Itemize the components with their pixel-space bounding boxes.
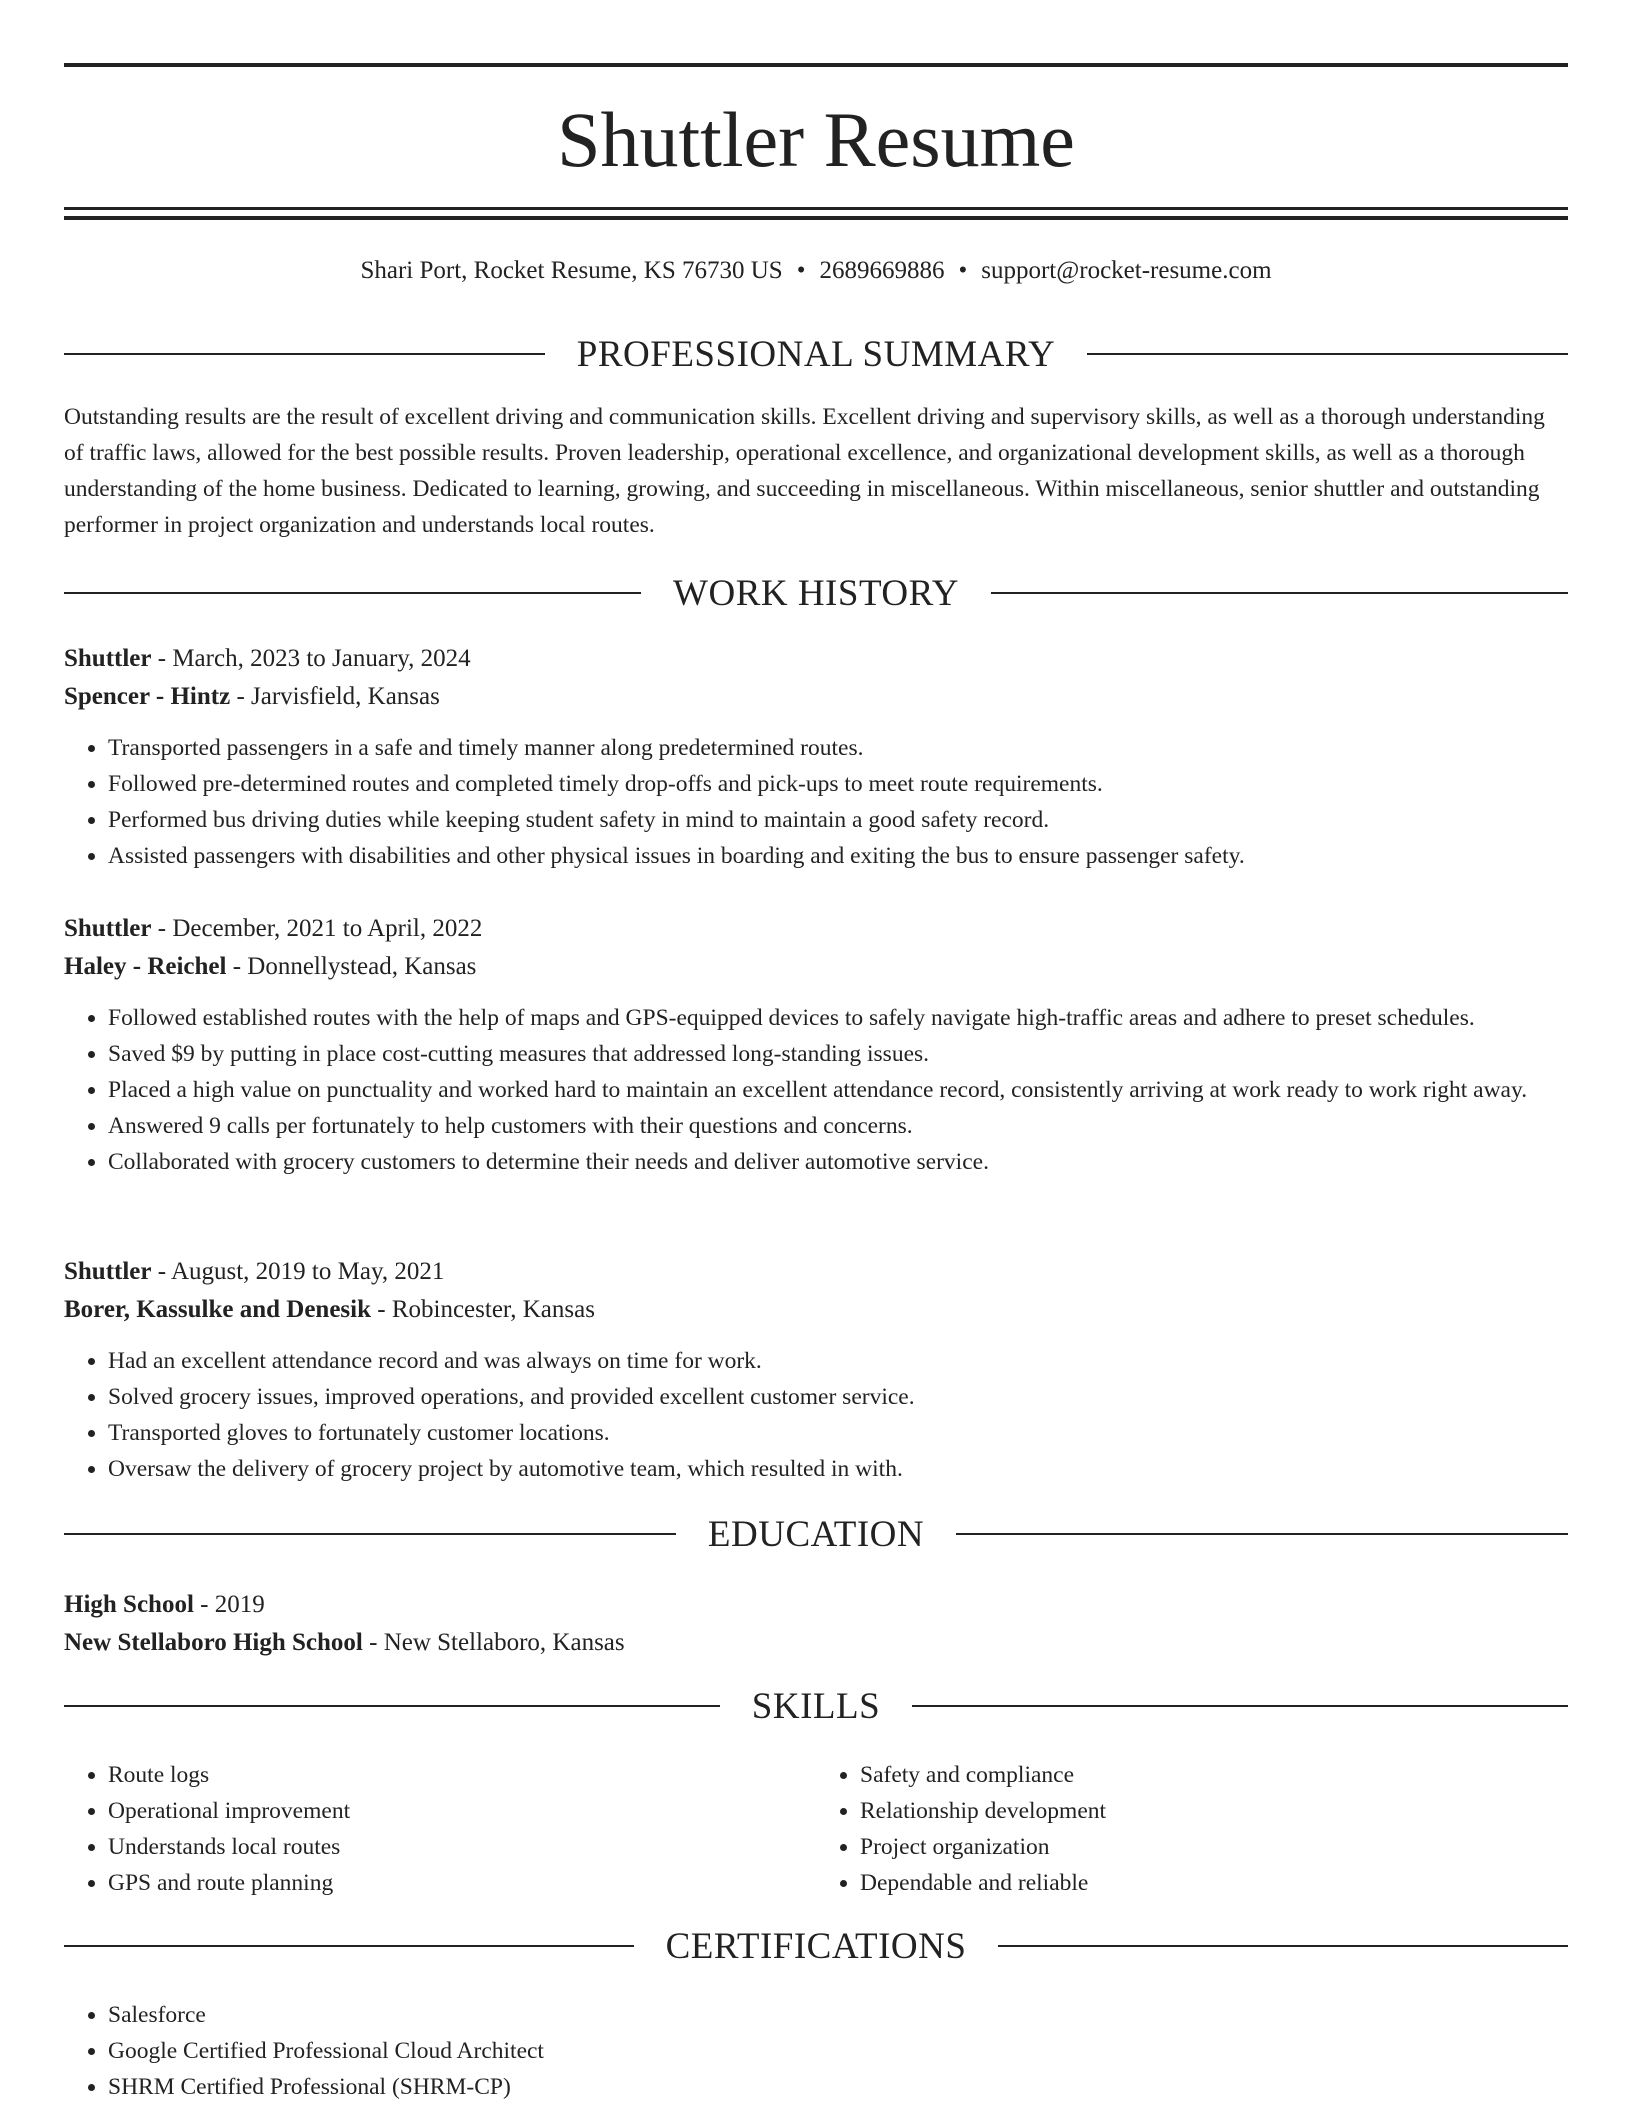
section-rule (991, 592, 1568, 594)
job-title-line (64, 640, 1568, 678)
education-degree-line (64, 1586, 1568, 1624)
contact-email: support@rocket-resume.com (981, 257, 1272, 284)
certifications-block (64, 1997, 1568, 2105)
list-item: • Answered 9 calls per fortunately to help customers with their questions and concerns. (108, 1108, 1568, 1144)
list-item: • Assisted passengers with disabilities and other physical issues in boarding and exiting the bus to ensure passenger safety. (108, 838, 1568, 874)
job-dates: - March, 2023 to January, 2024 (151, 645, 471, 672)
section-header-skills (64, 1684, 1568, 1728)
job-bullets (64, 1000, 1568, 1180)
job-title: Shuttler (64, 1258, 152, 1285)
job-company-line (64, 948, 1568, 986)
education-entry (64, 1586, 1568, 1662)
education-location: - New Stellaboro, Kansas (362, 1629, 625, 1656)
contact-separator: • (796, 257, 806, 284)
resume-title: Shuttler Resume (557, 96, 1075, 183)
education-degree: High School (64, 1591, 194, 1618)
section-rule (64, 1945, 634, 1947)
section-title-work: WORK HISTORY (673, 572, 959, 614)
list-item: • Relationship development (860, 1793, 1568, 1829)
list-item: • Performed bus driving duties while keeping student safety in mind to maintain a good safety record. (108, 802, 1568, 838)
list-item: • Collaborated with grocery customers to determine their needs and deliver automotive service. (108, 1144, 1568, 1180)
section-rule (64, 1705, 720, 1707)
top-rule (64, 63, 1568, 67)
job-company-line (64, 678, 1568, 716)
job-company-line (64, 1291, 1568, 1329)
contact-phone: 2689669886 (819, 257, 945, 284)
list-item: • Operational improvement (108, 1793, 816, 1829)
job-title: Shuttler (64, 645, 152, 672)
section-rule (912, 1705, 1568, 1707)
list-item: • Followed pre-determined routes and completed timely drop-offs and pick-ups to meet route requirements. (108, 766, 1568, 802)
job-title: Shuttler (64, 915, 152, 942)
job-entry (64, 640, 1568, 874)
list-item: • Followed established routes with the help of maps and GPS-equipped devices to safely navigate high-traffic areas and adhere to preset schedules. (108, 1000, 1568, 1036)
list-item: • Had an excellent attendance record and was always on time for work. (108, 1343, 1568, 1379)
list-item: • Placed a high value on punctuality and worked hard to maintain an excellent attendance record, consistently arriving at work ready to work right away. (108, 1072, 1568, 1108)
list-item: • Saved $9 by putting in place cost-cutting measures that addressed long-standing issues. (108, 1036, 1568, 1072)
list-item: • Transported passengers in a safe and timely manner along predetermined routes. (108, 730, 1568, 766)
list-item: • Route logs (108, 1757, 816, 1793)
job-location: - Jarvisfield, Kansas (230, 683, 440, 710)
list-item: • Salesforce (108, 1997, 1568, 2033)
job-dates: - August, 2019 to May, 2021 (151, 1258, 445, 1285)
list-item: • Google Certified Professional Cloud Architect (108, 2033, 1568, 2069)
contact-line (64, 254, 1568, 288)
section-rule (64, 1533, 676, 1535)
summary-text: Outstanding results are the result of excellent driving and communication skills. Excellent driving and supervisory skills, as well as a thorough understanding of traffic laws, allowed for the best possible results. Proven leadership, operational excellence, and organizational development skills, as well as a thorough understanding of the home business. Dedicated to learning, growing, and succeeding in miscellaneous. Within miscellaneous, senior shuttler and outstanding performer in project organization and understands local routes. (64, 404, 1545, 538)
list-item: • SHRM Certified Professional (SHRM-CP) (108, 2069, 1568, 2105)
list-item: • Solved grocery issues, improved operations, and provided excellent customer service. (108, 1379, 1568, 1415)
job-title-line (64, 910, 1568, 948)
section-header-education (64, 1512, 1568, 1556)
section-rule (1087, 353, 1568, 355)
job-dates: - December, 2021 to April, 2022 (151, 915, 483, 942)
section-rule (998, 1945, 1568, 1947)
list-item: • Dependable and reliable (860, 1865, 1568, 1901)
job-location: - Donnellystead, Kansas (226, 953, 477, 980)
contact-separator: • (958, 257, 968, 284)
job-company: Borer, Kassulke and Denesik (64, 1296, 372, 1323)
education-year: - 2019 (193, 1591, 265, 1618)
skills-list-right (816, 1757, 1568, 1901)
section-rule (64, 592, 641, 594)
list-item: • Project organization (860, 1829, 1568, 1865)
section-title-skills: SKILLS (751, 1685, 881, 1727)
contact-address: Shari Port, Rocket Resume, KS 76730 US (360, 257, 783, 284)
job-company: Haley - Reichel (64, 953, 227, 980)
skills-columns (64, 1757, 1568, 1901)
skills-list-left (64, 1757, 816, 1901)
education-school-line (64, 1624, 1568, 1662)
section-title-summary: PROFESSIONAL SUMMARY (576, 333, 1056, 375)
list-item: • Understands local routes (108, 1829, 816, 1865)
job-entry (64, 1253, 1568, 1487)
section-header-certifications (64, 1924, 1568, 1968)
job-entry (64, 910, 1568, 1180)
certifications-list (64, 1997, 1568, 2105)
section-title-education: EDUCATION (707, 1513, 925, 1555)
job-location: - Robincester, Kansas (371, 1296, 595, 1323)
section-rule (64, 353, 545, 355)
list-item: • Oversaw the delivery of grocery project by automotive team, which resulted in with. (108, 1451, 1568, 1487)
job-company: Spencer - Hintz (64, 683, 231, 710)
list-item: • GPS and route planning (108, 1865, 816, 1901)
job-bullets (64, 730, 1568, 874)
education-school: New Stellaboro High School (64, 1629, 363, 1656)
list-item: • Transported gloves to fortunately customer locations. (108, 1415, 1568, 1451)
title-double-rule (64, 207, 1568, 220)
list-item: • Safety and compliance (860, 1757, 1568, 1793)
section-header-work (64, 571, 1568, 615)
job-bullets (64, 1343, 1568, 1487)
section-header-summary (64, 332, 1568, 376)
job-title-line (64, 1253, 1568, 1291)
section-rule (956, 1533, 1568, 1535)
section-title-certifications: CERTIFICATIONS (665, 1925, 967, 1967)
